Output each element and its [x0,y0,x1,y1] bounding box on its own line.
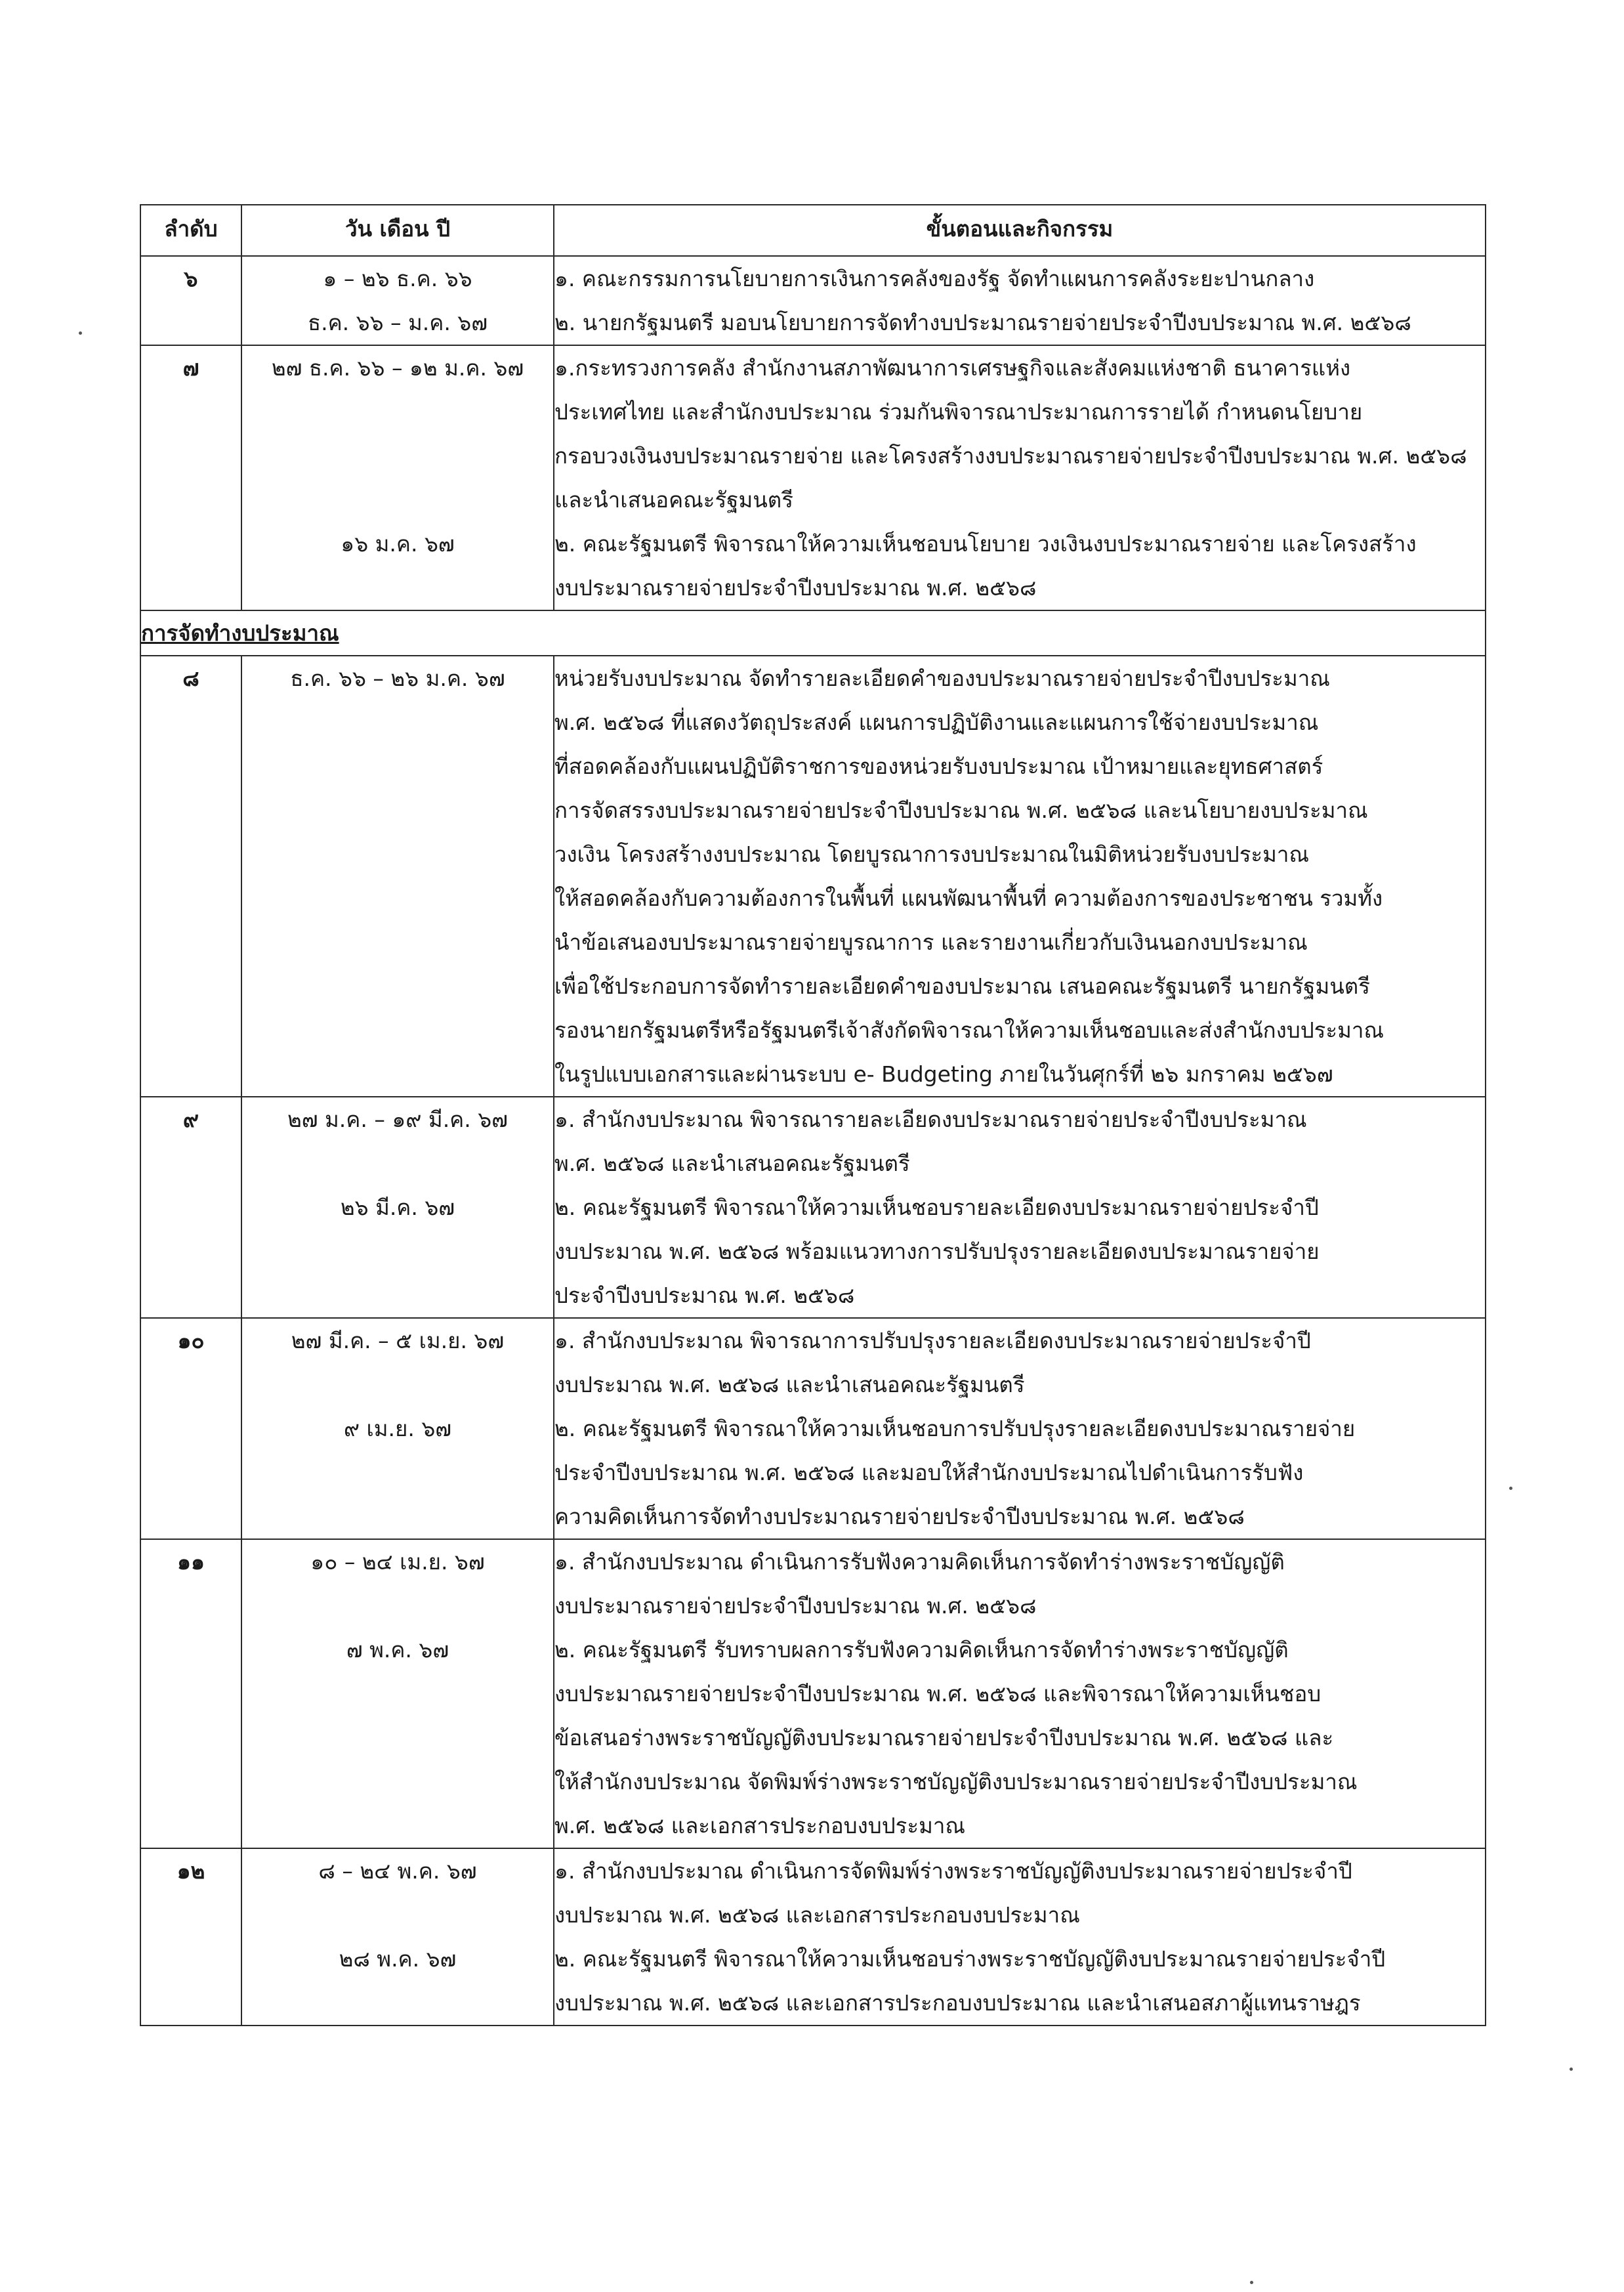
activity-line: ให้สำนักงบประมาณ จัดพิมพ์ร่างพระราชบัญญัติงบประมาณรายจ่ายประจำปีงบประมาณ [554,1769,1358,1794]
activity-line: วงเงิน โครงสร้างงบประมาณ โดยบูรณาการงบประมาณในมิติหน่วยรับงบประมาณ [554,841,1310,867]
row-activity [554,1318,1486,1539]
date-text: ๘ – ๒๔ พ.ค. ๖๗ [318,1858,477,1884]
table-row [140,1318,1486,1539]
row-activity [554,656,1486,1097]
activity-line: งบประมาณ พ.ศ. ๒๕๖๘ พร้อมแนวทางการปรับปรุงรายละเอียดงบประมาณรายจ่าย [554,1239,1320,1264]
activity-line: พ.ศ. ๒๕๖๘ และเอกสารประกอบงบประมาณ [554,1813,965,1838]
date-text: ๑๖ ม.ค. ๖๗ [341,531,455,557]
date-text: ๑๐ – ๒๔ เม.ย. ๖๗ [310,1549,485,1575]
activity-line: ๒. คณะรัฐมนตรี รับทราบผลการรับฟังความคิดเห็นการจัดทำร่างพระราชบัญญัติ [554,1637,1289,1663]
header-activity: ขั้นตอนและกิจกรรม [554,205,1486,256]
row-dates [241,656,554,1097]
row-number: ๖ [140,256,241,345]
scan-speck [79,331,82,335]
scan-speck [1509,1487,1512,1490]
date-text: ๒๗ มี.ค. – ๕ เม.ย. ๖๗ [291,1328,505,1353]
activity-line: งบประมาณรายจ่ายประจำปีงบประมาณ พ.ศ. ๒๕๖๘ และพิจารณาให้ความเห็นชอบ [554,1681,1322,1707]
activity-line: ๑. คณะกรรมการนโยบายการเงินการคลังของรัฐ จัดทำแผนการคลังระยะปานกลาง [554,266,1315,291]
section-row [140,610,1486,656]
activity-line: นำข้อเสนองบประมาณรายจ่ายบูรณาการ และรายงานเกี่ยวกับเงินนอกงบประมาณ [554,929,1308,955]
activity-line: ๑. สำนักงบประมาณ ดำเนินการจัดพิมพ์ร่างพระราชบัญญัติงบประมาณรายจ่ายประจำปี [554,1858,1352,1884]
scan-speck [1570,2068,1573,2071]
activity-line: ๑. สำนักงบประมาณ ดำเนินการรับฟังความคิดเห็นการจัดทำร่างพระราชบัญญัติ [554,1549,1285,1575]
row-dates [241,1848,554,2026]
date-text: ๗ พ.ค. ๖๗ [346,1637,449,1663]
activity-line: พ.ศ. ๒๕๖๘ และนำเสนอคณะรัฐมนตรี [554,1151,910,1176]
row-number: ๗ [140,345,241,610]
activity-line: งบประมาณ พ.ศ. ๒๕๖๘ และเอกสารประกอบงบประมาณ และนำเสนอสภาผู้แทนราษฎร [554,1990,1361,2016]
date-text: ๒๗ ม.ค. – ๑๙ มี.ค. ๖๗ [287,1107,508,1132]
row-number: ๑๑ [140,1539,241,1848]
activity-line: กรอบวงเงินงบประมาณรายจ่าย และโครงสร้างงบประมาณรายจ่ายประจำปีงบประมาณ พ.ศ. ๒๕๖๘ [554,443,1467,469]
scan-speck [1250,2281,1253,2284]
table-header-row [140,205,1486,256]
activity-line: พ.ศ. ๒๕๖๘ ที่แสดงวัตถุประสงค์ แผนการปฏิบัติงานและแผนการใช้จ่ายงบประมาณ [554,710,1319,735]
activity-line: ๒. คณะรัฐมนตรี พิจารณาให้ความเห็นชอบการปรับปรุงรายละเอียดงบประมาณรายจ่าย [554,1416,1356,1441]
activity-line: ให้สอดคล้องกับความต้องการในพื้นที่ แผนพัฒนาพื้นที่ ความต้องการของประชาชน รวมทั้ง [554,885,1383,911]
row-activity [554,1097,1486,1318]
activity-line: งบประมาณ พ.ศ. ๒๕๖๘ และนำเสนอคณะรัฐมนตรี [554,1372,1025,1397]
activity-line: ๒. นายกรัฐมนตรี มอบนโยบายการจัดทำงบประมาณรายจ่ายประจำปีงบประมาณ พ.ศ. ๒๕๖๘ [554,310,1411,335]
date-text: ๒๘ พ.ค. ๖๗ [339,1946,457,1972]
row-activity [554,345,1486,610]
row-dates [241,345,554,610]
date-text: ธ.ค. ๖๖ – ๒๖ ม.ค. ๖๗ [290,666,505,691]
table-row [140,1097,1486,1318]
activity-line: และนำเสนอคณะรัฐมนตรี [554,487,793,513]
header-order: ลำดับ [140,205,241,256]
row-dates [241,1318,554,1539]
row-dates [241,256,554,345]
header-date: วัน เดือน ปี [241,205,554,256]
row-dates [241,1539,554,1848]
activity-line: ๑. สำนักงบประมาณ พิจารณาการปรับปรุงรายละเอียดงบประมาณรายจ่ายประจำปี [554,1328,1311,1353]
row-number: ๑๒ [140,1848,241,2026]
table-row [140,345,1486,610]
activity-line: ประเทศไทย และสำนักงบประมาณ ร่วมกันพิจารณาประมาณการรายได้ กำหนดนโยบาย [554,399,1363,425]
date-text: ธ.ค. ๖๖ – ม.ค. ๖๗ [307,310,488,335]
activity-line: เพื่อใช้ประกอบการจัดทำรายละเอียดคำของบประมาณ เสนอคณะรัฐมนตรี นายกรัฐมนตรี [554,973,1370,999]
row-number: ๘ [140,656,241,1097]
activity-line: ๑.กระทรวงการคลัง สำนักงานสภาพัฒนาการเศรษฐกิจและสังคมแห่งชาติ ธนาคารแห่ง [554,355,1351,381]
table-row [140,1539,1486,1848]
activity-line: ๒. คณะรัฐมนตรี พิจารณาให้ความเห็นชอบร่างพระราชบัญญัติงบประมาณรายจ่ายประจำปี [554,1946,1386,1972]
date-text: ๑ – ๒๖ ธ.ค. ๖๖ [323,266,472,291]
row-activity [554,1539,1486,1848]
row-number: ๙ [140,1097,241,1318]
activity-line: หน่วยรับงบประมาณ จัดทำรายละเอียดคำของบประมาณรายจ่ายประจำปีงบประมาณ [554,666,1330,691]
date-text: ๒๖ มี.ค. ๖๗ [340,1195,455,1220]
activity-line: ๒. คณะรัฐมนตรี พิจารณาให้ความเห็นชอบนโยบาย วงเงินงบประมาณรายจ่าย และโครงสร้าง [554,531,1417,557]
table-row [140,656,1486,1097]
section-title: การจัดทำงบประมาณ [140,610,1486,656]
activity-line: ๒. คณะรัฐมนตรี พิจารณาให้ความเห็นชอบรายละเอียดงบประมาณรายจ่ายประจำปี [554,1195,1319,1220]
row-number: ๑๐ [140,1318,241,1539]
table-row [140,1848,1486,2026]
table-row [140,256,1486,345]
budget-schedule-table [140,204,1486,2026]
activity-line: ประจำปีงบประมาณ พ.ศ. ๒๕๖๘ [554,1283,855,1308]
row-activity [554,1848,1486,2026]
row-activity [554,256,1486,345]
activity-line: ข้อเสนอร่างพระราชบัญญัติงบประมาณรายจ่ายประจำปีงบประมาณ พ.ศ. ๒๕๖๘ และ [554,1725,1334,1751]
activity-line: ความคิดเห็นการจัดทำงบประมาณรายจ่ายประจำปีงบประมาณ พ.ศ. ๒๕๖๘ [554,1504,1245,1529]
date-text: ๙ เม.ย. ๖๗ [343,1416,452,1441]
activity-line: รองนายกรัฐมนตรีหรือรัฐมนตรีเจ้าสังกัดพิจารณาให้ความเห็นชอบและส่งสำนักงบประมาณ [554,1017,1385,1043]
activity-line: ๑. สำนักงบประมาณ พิจารณารายละเอียดงบประมาณรายจ่ายประจำปีงบประมาณ [554,1107,1307,1132]
activity-line: การจัดสรรงบประมาณรายจ่ายประจำปีงบประมาณ พ.ศ. ๒๕๖๘ และนโยบายงบประมาณ [554,797,1368,823]
activity-line: งบประมาณรายจ่ายประจำปีงบประมาณ พ.ศ. ๒๕๖๘ [554,575,1037,601]
activity-line: งบประมาณรายจ่ายประจำปีงบประมาณ พ.ศ. ๒๕๖๘ [554,1593,1037,1619]
activity-line: ประจำปีงบประมาณ พ.ศ. ๒๕๖๘ และมอบให้สำนักงบประมาณไปดำเนินการรับฟัง [554,1460,1304,1485]
activity-line: งบประมาณ พ.ศ. ๒๕๖๘ และเอกสารประกอบงบประมาณ [554,1902,1080,1928]
date-text: ๒๗ ธ.ค. ๖๖ – ๑๒ ม.ค. ๖๗ [271,355,524,381]
activity-line: ในรูปแบบเอกสารและผ่านระบบ e- Budgeting ภายในวันศุกร์ที่ ๒๖ มกราคม ๒๕๖๗ [554,1061,1333,1087]
activity-line: ที่สอดคล้องกับแผนปฏิบัติราชการของหน่วยรับงบประมาณ เป้าหมายและยุทธศาสตร์ [554,753,1323,779]
row-dates [241,1097,554,1318]
